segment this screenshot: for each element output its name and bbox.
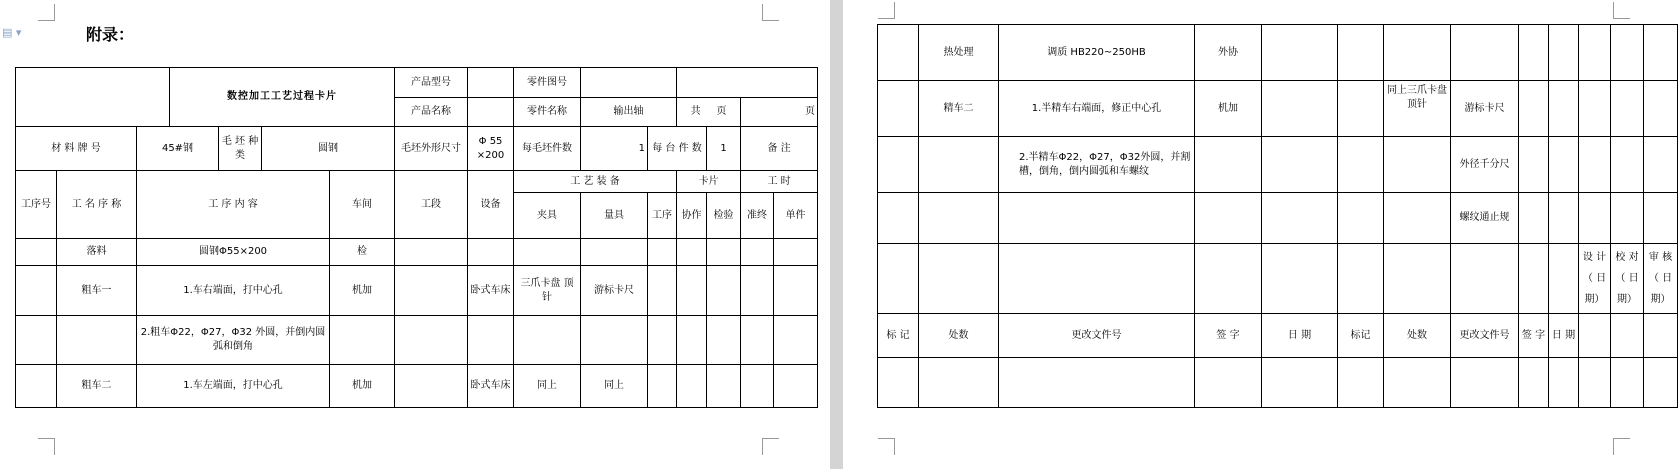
table-cell bbox=[1611, 25, 1644, 81]
op-workshop bbox=[330, 316, 395, 365]
table-cell bbox=[1338, 25, 1384, 81]
page-corner-mark bbox=[762, 4, 779, 21]
footer-label: 日 期 bbox=[1549, 314, 1579, 358]
table-cell bbox=[1262, 193, 1338, 244]
op-equipment: 卧式车床 bbox=[468, 365, 514, 408]
table-cell bbox=[1338, 193, 1384, 244]
column-header: 工 艺 装 备 bbox=[514, 171, 677, 193]
table-row bbox=[16, 316, 818, 365]
table-cell bbox=[1644, 358, 1678, 408]
table-cell bbox=[1549, 81, 1579, 137]
table-cell bbox=[648, 365, 677, 408]
column-header: 单件 bbox=[774, 193, 818, 239]
process-card-table-continued bbox=[877, 24, 1678, 408]
column-header: 设备 bbox=[468, 171, 514, 239]
table-cell bbox=[1262, 137, 1338, 193]
footer-label: 签 字 bbox=[1519, 314, 1549, 358]
page-corner-mark bbox=[1613, 2, 1630, 19]
table-cell bbox=[1644, 314, 1678, 358]
op-workshop: 机加 bbox=[330, 266, 395, 316]
card-title: 数控加工工艺过程卡片 bbox=[170, 68, 395, 127]
table-cell bbox=[1262, 81, 1338, 137]
part-name-value: 输出轴 bbox=[581, 98, 677, 127]
op-fixture: 三爪卡盘 顶针 bbox=[514, 266, 581, 316]
table-row bbox=[16, 266, 818, 316]
table-cell bbox=[1579, 314, 1611, 358]
table-cell bbox=[878, 137, 919, 193]
table-cell bbox=[1579, 193, 1611, 244]
table-cell bbox=[16, 365, 57, 408]
op-content: 1.车左端面，打中心孔 bbox=[137, 365, 330, 408]
op-fixture bbox=[514, 316, 581, 365]
table-row bbox=[16, 365, 818, 408]
op-workshop: 机加 bbox=[330, 365, 395, 408]
table-cell bbox=[1549, 193, 1579, 244]
table-cell bbox=[395, 239, 468, 266]
op-name bbox=[919, 193, 999, 244]
table-cell bbox=[1519, 244, 1549, 314]
paste-options-icon[interactable]: ▤ ▾ bbox=[2, 26, 22, 39]
table-row bbox=[878, 137, 1678, 193]
change-record-row bbox=[878, 358, 1678, 408]
footer-label: 日 期 bbox=[1262, 314, 1338, 358]
header-label: 产品型号 bbox=[395, 68, 468, 98]
signature-row bbox=[878, 244, 1678, 314]
per-blank-value: 1 bbox=[581, 127, 648, 171]
op-name bbox=[57, 316, 137, 365]
column-header: 夹具 bbox=[514, 193, 581, 239]
process-card-table bbox=[15, 67, 818, 408]
per-unit-value: 1 bbox=[707, 127, 741, 171]
column-header: 工序号 bbox=[16, 171, 57, 239]
op-name: 精车二 bbox=[919, 81, 999, 137]
op-gauge: 螺纹通止规 bbox=[1451, 193, 1519, 244]
op-workshop bbox=[1195, 193, 1262, 244]
op-fixture bbox=[514, 239, 581, 266]
header-label: 毛 坯 种 类 bbox=[219, 127, 262, 171]
document-page-right bbox=[843, 0, 1679, 469]
table-cell bbox=[1549, 25, 1579, 81]
column-header: 工序 bbox=[648, 193, 677, 239]
table-cell bbox=[1611, 193, 1644, 244]
header-label: 零件名称 bbox=[514, 98, 581, 127]
op-content: 1.半精车右端面，修正中心孔 bbox=[999, 81, 1195, 137]
header-label: 产品名称 bbox=[395, 98, 468, 127]
blank-size-value: Φ 55 ×200 bbox=[468, 127, 514, 171]
page-corner-mark bbox=[38, 438, 55, 455]
page-gutter bbox=[830, 0, 843, 469]
table-cell bbox=[468, 98, 514, 127]
header-label: 备 注 bbox=[741, 127, 818, 171]
op-equipment: 卧式车床 bbox=[468, 266, 514, 316]
table-row bbox=[878, 25, 1678, 81]
change-record-header-row bbox=[878, 314, 1678, 358]
table-cell bbox=[1338, 244, 1384, 314]
table-cell bbox=[774, 239, 818, 266]
table-cell bbox=[1338, 358, 1384, 408]
op-content: 2.粗车Φ22，Φ27，Φ32 外圆，并倒内圆弧和倒角 bbox=[137, 316, 330, 365]
table-cell bbox=[1611, 137, 1644, 193]
appendix-heading: 附录： bbox=[86, 25, 135, 44]
column-header: 卡片 bbox=[677, 171, 741, 193]
column-header: 准终 bbox=[741, 193, 774, 239]
page-corner-mark bbox=[1613, 438, 1630, 455]
table-cell bbox=[878, 358, 919, 408]
table-cell bbox=[677, 68, 818, 98]
op-content: 圆钢Φ55×200 bbox=[137, 239, 330, 266]
page-corner-mark bbox=[38, 4, 55, 21]
table-cell bbox=[1338, 81, 1384, 137]
table-cell bbox=[1195, 358, 1262, 408]
op-workshop: 外协 bbox=[1195, 25, 1262, 81]
op-fixture bbox=[1384, 25, 1451, 81]
op-content: 2.半精车Φ22，Φ27，Φ32外圆，并割槽，倒角，倒内圆弧和车螺纹 bbox=[999, 137, 1195, 193]
proofread-sign-cell: 校 对 （ 日 期） bbox=[1611, 244, 1644, 314]
table-cell bbox=[648, 239, 677, 266]
table-cell bbox=[1262, 25, 1338, 81]
table-cell bbox=[878, 193, 919, 244]
page-corner-mark bbox=[762, 438, 779, 455]
column-header: 工 名 序 称 bbox=[57, 171, 137, 239]
op-name: 热处理 bbox=[919, 25, 999, 81]
table-cell bbox=[1195, 244, 1262, 314]
table-cell bbox=[774, 365, 818, 408]
footer-label: 标记 bbox=[1338, 314, 1384, 358]
table-cell bbox=[1579, 137, 1611, 193]
table-cell bbox=[1579, 81, 1611, 137]
table-cell bbox=[1519, 81, 1549, 137]
footer-label: 更改文件号 bbox=[1451, 314, 1519, 358]
op-fixture: 同上 bbox=[514, 365, 581, 408]
document-page-left bbox=[0, 0, 830, 469]
column-header: 工段 bbox=[395, 171, 468, 239]
table-cell bbox=[1384, 358, 1451, 408]
table-cell bbox=[878, 81, 919, 137]
material-value: 45#钢 bbox=[137, 127, 219, 171]
op-fixture: 同上三爪卡盘 顶针 bbox=[1384, 81, 1451, 137]
table-cell bbox=[1611, 358, 1644, 408]
op-fixture bbox=[1384, 193, 1451, 244]
table-cell bbox=[395, 365, 468, 408]
table-cell bbox=[999, 358, 1195, 408]
op-name: 落料 bbox=[57, 239, 137, 266]
table-cell bbox=[1519, 137, 1549, 193]
footer-label: 签 字 bbox=[1195, 314, 1262, 358]
op-name: 粗车一 bbox=[57, 266, 137, 316]
table-cell bbox=[677, 365, 707, 408]
op-content bbox=[999, 193, 1195, 244]
table-cell bbox=[1549, 244, 1579, 314]
op-workshop: 检 bbox=[330, 239, 395, 266]
op-fixture bbox=[1384, 137, 1451, 193]
table-cell bbox=[581, 68, 677, 98]
op-gauge: 游标卡尺 bbox=[581, 266, 648, 316]
table-cell bbox=[1611, 81, 1644, 137]
header-label: 每 台 件 数 bbox=[648, 127, 707, 171]
table-cell bbox=[919, 244, 999, 314]
table-cell bbox=[16, 316, 57, 365]
op-gauge bbox=[1451, 25, 1519, 81]
table-cell bbox=[648, 266, 677, 316]
table-cell bbox=[648, 316, 677, 365]
table-cell bbox=[1338, 137, 1384, 193]
page-corner-mark bbox=[878, 438, 895, 455]
table-cell bbox=[16, 68, 170, 127]
footer-label: 处数 bbox=[919, 314, 999, 358]
op-equipment bbox=[468, 316, 514, 365]
table-row bbox=[878, 193, 1678, 244]
table-cell bbox=[707, 365, 741, 408]
table-cell bbox=[707, 266, 741, 316]
table-cell bbox=[1549, 137, 1579, 193]
op-gauge bbox=[581, 239, 648, 266]
table-cell bbox=[16, 239, 57, 266]
footer-label: 更改文件号 bbox=[999, 314, 1195, 358]
table-cell bbox=[1611, 314, 1644, 358]
page-corner-mark bbox=[878, 2, 895, 19]
table-cell bbox=[919, 358, 999, 408]
table-cell bbox=[1262, 358, 1338, 408]
footer-label: 处数 bbox=[1384, 314, 1451, 358]
table-cell bbox=[1644, 81, 1678, 137]
review-sign-cell: 审 核 （ 日 期） bbox=[1644, 244, 1678, 314]
op-gauge: 同上 bbox=[581, 365, 648, 408]
table-cell bbox=[707, 316, 741, 365]
table-cell bbox=[468, 68, 514, 98]
op-gauge: 游标卡尺 bbox=[1451, 81, 1519, 137]
table-cell bbox=[1549, 358, 1579, 408]
table-cell bbox=[1519, 25, 1549, 81]
footer-label: 标 记 bbox=[878, 314, 919, 358]
table-cell bbox=[1519, 358, 1549, 408]
column-header: 量具 bbox=[581, 193, 648, 239]
table-cell bbox=[741, 316, 774, 365]
table-cell bbox=[878, 25, 919, 81]
op-content: 1.车右端面，打中心孔 bbox=[137, 266, 330, 316]
table-cell bbox=[707, 239, 741, 266]
column-header: 协作 bbox=[677, 193, 707, 239]
table-cell bbox=[1262, 244, 1338, 314]
table-cell bbox=[677, 239, 707, 266]
header-label: 每毛坯件数 bbox=[514, 127, 581, 171]
op-gauge bbox=[581, 316, 648, 365]
table-cell bbox=[1644, 25, 1678, 81]
table-cell bbox=[395, 266, 468, 316]
table-cell bbox=[1451, 358, 1519, 408]
table-cell bbox=[878, 244, 919, 314]
op-workshop bbox=[1195, 137, 1262, 193]
table-cell bbox=[1579, 358, 1611, 408]
op-name: 粗车二 bbox=[57, 365, 137, 408]
column-header: 检验 bbox=[707, 193, 741, 239]
blank-type-value: 圆钢 bbox=[262, 127, 395, 171]
header-label: 零件图号 bbox=[514, 68, 581, 98]
table-cell bbox=[741, 239, 774, 266]
page-number-label: 页 bbox=[741, 98, 818, 127]
table-cell bbox=[1519, 193, 1549, 244]
column-header: 工 时 bbox=[741, 171, 818, 193]
table-cell bbox=[677, 316, 707, 365]
design-sign-cell: 设 计 （ 日 期） bbox=[1579, 244, 1611, 314]
header-label: 材 料 牌 号 bbox=[16, 127, 137, 171]
table-cell bbox=[16, 266, 57, 316]
page-count-label: 共 页 bbox=[677, 98, 741, 127]
header-label: 毛坯外形尺寸 bbox=[395, 127, 468, 171]
table-cell bbox=[741, 365, 774, 408]
table-cell bbox=[999, 244, 1195, 314]
table-cell bbox=[774, 266, 818, 316]
table-cell bbox=[1451, 244, 1519, 314]
op-equipment bbox=[468, 239, 514, 266]
op-name bbox=[919, 137, 999, 193]
op-gauge: 外径千分尺 bbox=[1451, 137, 1519, 193]
table-cell bbox=[1579, 25, 1611, 81]
column-header: 车间 bbox=[330, 171, 395, 239]
table-cell bbox=[741, 266, 774, 316]
table-cell bbox=[1384, 244, 1451, 314]
table-row bbox=[16, 239, 818, 266]
table-cell bbox=[1644, 137, 1678, 193]
column-header: 工 序 内 容 bbox=[137, 171, 330, 239]
table-cell bbox=[774, 316, 818, 365]
op-workshop: 机加 bbox=[1195, 81, 1262, 137]
table-cell bbox=[395, 316, 468, 365]
table-cell bbox=[677, 266, 707, 316]
table-row bbox=[878, 81, 1678, 137]
op-content: 调质 HB220~250HB bbox=[999, 25, 1195, 81]
table-cell bbox=[1644, 193, 1678, 244]
